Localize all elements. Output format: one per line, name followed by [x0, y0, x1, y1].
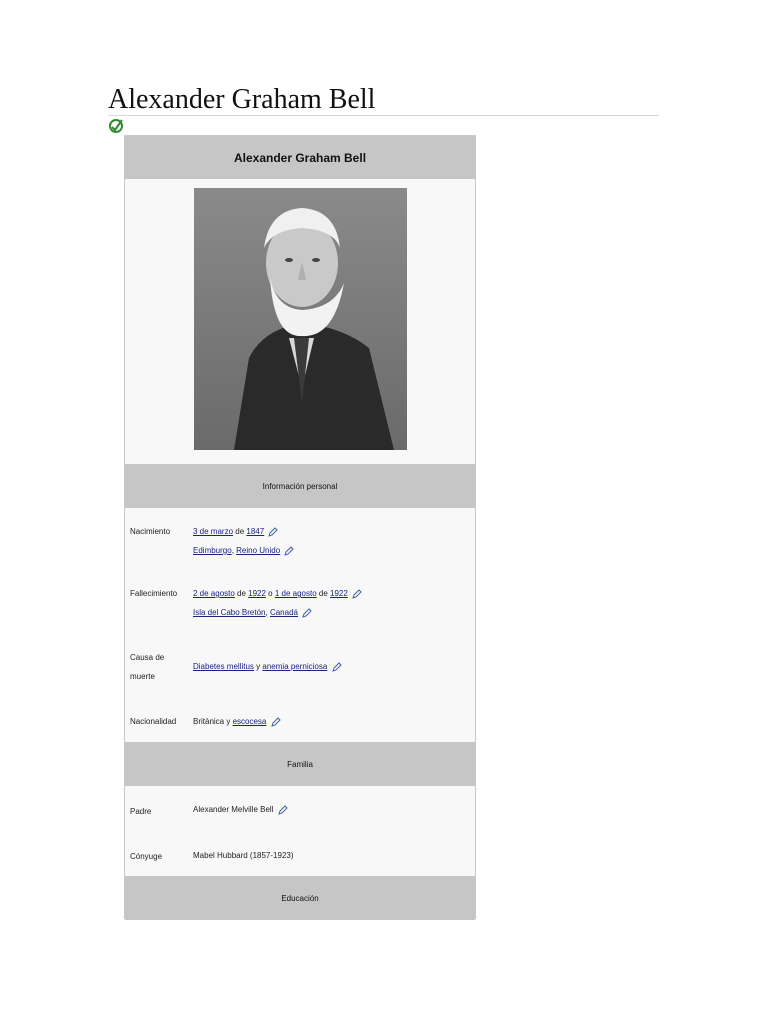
edit-pencil-icon[interactable] — [332, 662, 342, 672]
nationality-label: Nacionalidad — [130, 717, 177, 726]
birth-place — [193, 541, 463, 560]
nationality-value — [193, 712, 463, 731]
infobox — [124, 135, 476, 919]
cause-label-line1: Causa de — [130, 653, 165, 662]
spouse-value: Mabel Hubbard (1857-1923) — [193, 851, 294, 860]
death-comma: , — [265, 608, 270, 617]
edit-pencil-icon[interactable] — [284, 546, 294, 556]
section-header-education: Educación — [125, 876, 475, 920]
birth-date-link[interactable]: 3 de marzo — [193, 527, 234, 536]
cause-value — [193, 657, 463, 676]
father-name: Alexander Melville Bell — [193, 805, 274, 814]
cause2-link[interactable]: anemia perniciosa — [262, 662, 328, 671]
death-country-link[interactable]: Canadá — [269, 608, 298, 617]
birth-year-link[interactable]: 1847 — [246, 527, 265, 536]
death-year1-link[interactable]: 1922 — [248, 589, 266, 598]
page-title: Alexander Graham Bell — [108, 84, 376, 115]
edit-pencil-icon[interactable] — [268, 527, 278, 537]
nationality-link[interactable]: escocesa — [232, 717, 267, 726]
edit-pencil-icon[interactable] — [352, 589, 362, 599]
death-date1-link[interactable]: 2 de agosto — [193, 589, 235, 598]
father-value — [193, 800, 463, 819]
title-divider — [108, 115, 659, 116]
death-or: o — [265, 589, 275, 598]
nationality-text: Británica y — [193, 717, 233, 726]
birth-date — [193, 522, 463, 541]
death-sep1: de — [234, 589, 249, 598]
birth-comma: , — [231, 546, 237, 555]
birth-country-link[interactable]: Reino Unido — [236, 546, 281, 555]
portrait-photo[interactable] — [194, 188, 407, 450]
portrait-image — [194, 188, 407, 450]
birth-city-link[interactable]: Edimburgo — [193, 546, 232, 555]
death-year2-link[interactable]: 1922 — [330, 589, 348, 598]
death-place-link[interactable]: Isla del Cabo Bretón — [193, 608, 266, 617]
edit-pencil-icon[interactable] — [278, 805, 288, 815]
edit-pencil-icon[interactable] — [271, 717, 281, 727]
cause-label-line2: muerte — [130, 672, 155, 681]
death-date2-link[interactable]: 1 de agosto — [274, 589, 317, 598]
section-header-family: Familia — [125, 742, 475, 786]
infobox-title: Alexander Graham Bell — [125, 136, 475, 179]
death-place — [193, 603, 463, 622]
death-date — [193, 584, 463, 603]
birth-sep: de — [233, 527, 247, 536]
father-label: Padre — [130, 807, 152, 816]
spouse-label: Cónyuge — [130, 852, 163, 861]
birth-label: Nacimiento — [130, 527, 171, 536]
cause-and: y — [253, 662, 263, 671]
death-label: Fallecimiento — [130, 589, 178, 598]
edit-pencil-icon[interactable] — [302, 608, 312, 618]
cause1-link[interactable]: Diabetes mellitus — [193, 662, 254, 671]
death-sep2: de — [316, 589, 331, 598]
checkmark-icon — [108, 118, 124, 134]
section-header-personal: Información personal — [125, 464, 475, 508]
